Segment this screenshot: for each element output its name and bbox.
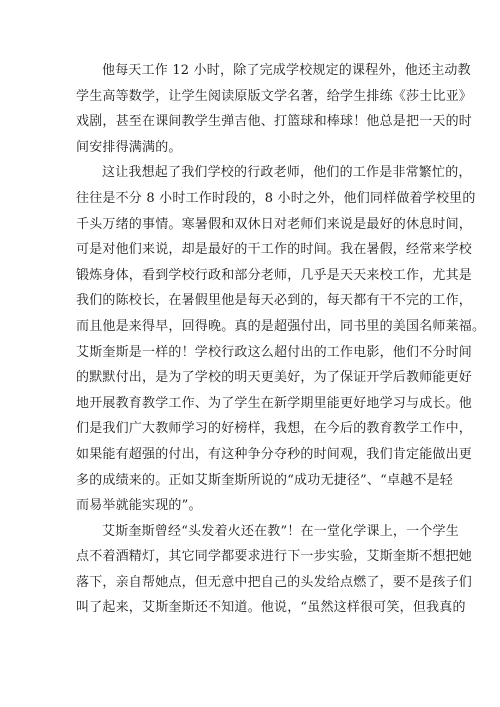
text-line: 间安排得满满的。 (76, 139, 182, 155)
text-line: 落下，亲自帮她点，但无意中把自己的头发给点燃了，要不是孩子们 (76, 574, 473, 590)
text-line: 点不着酒精灯，其它同学都要求进行下一步实验，艾斯奎斯不想把她 (76, 549, 473, 565)
text-line: 而易举就能实现的”。 (76, 498, 202, 514)
text-line: 戏剧，甚至在课间教学生弹吉他、打篮球和棒球！他总是把一天的时 (76, 114, 473, 130)
text-line: 如果能有超强的付出，有这种争分夺秒的时间观，我们肯定能做出更 (76, 446, 473, 462)
text-line: 们是我们广大教师学习的好榜样，我想，在今后的教育教学工作中， (76, 421, 473, 437)
text-line: 叫了起来，艾斯奎斯还不知道。他说，“虽然这样很可笑，但我真的 (76, 600, 466, 616)
text-line: 往往是不分 8 小时工作时段的，8 小时之外，他们同样做着学校里的 (76, 190, 476, 206)
text-line: 我们的陈校长，在暑假里他是每天必到的，每天都有干不完的工作， (76, 293, 473, 309)
text-line: 多的成绩来的。正如艾斯奎斯所说的“成功无捷径”、“卓越不是轻 (76, 472, 453, 488)
body-text (76, 58, 486, 621)
text-line: 艾斯奎斯曾经“头发着火还在教”！在一堂化学课上，一个学生 (102, 523, 459, 539)
text-line: 而且他是来得早，回得晚。真的是超强付出，同书里的美国名师莱福。 (76, 318, 486, 334)
text-line: 锻炼身体，看到学校行政和部分老师，几乎是天天来校工作，尤其是 (76, 267, 473, 283)
text-line: 艾斯奎斯是一样的！学校行政这么超付出的工作电影，他们不分时间 (76, 344, 473, 360)
text-line: 他每天工作 12 小时，除了完成学校规定的课程外，他还主动教 (102, 63, 471, 78)
text-line: 可是对他们来说，却是最好的干工作的时间。我在暑假，经常来学校 (76, 242, 473, 258)
text-line: 的默默付出，是为了学校的明天更美好，为了保证开学后教师能更好 (76, 370, 473, 386)
text-line: 学生高等数学，让学生阅读原版文学名著，给学生排练《莎士比亚》 (76, 88, 473, 104)
text-line: 地开展教育教学工作、为了学生在新学期里能更好地学习与成长。他 (76, 395, 473, 411)
text-line: 这让我想起了我们学校的行政老师，他们的工作是非常繁忙的， (102, 165, 472, 181)
text-line: 千头万绪的事情。寒暑假和双休日对老师们来说是最好的休息时间， (76, 216, 473, 232)
